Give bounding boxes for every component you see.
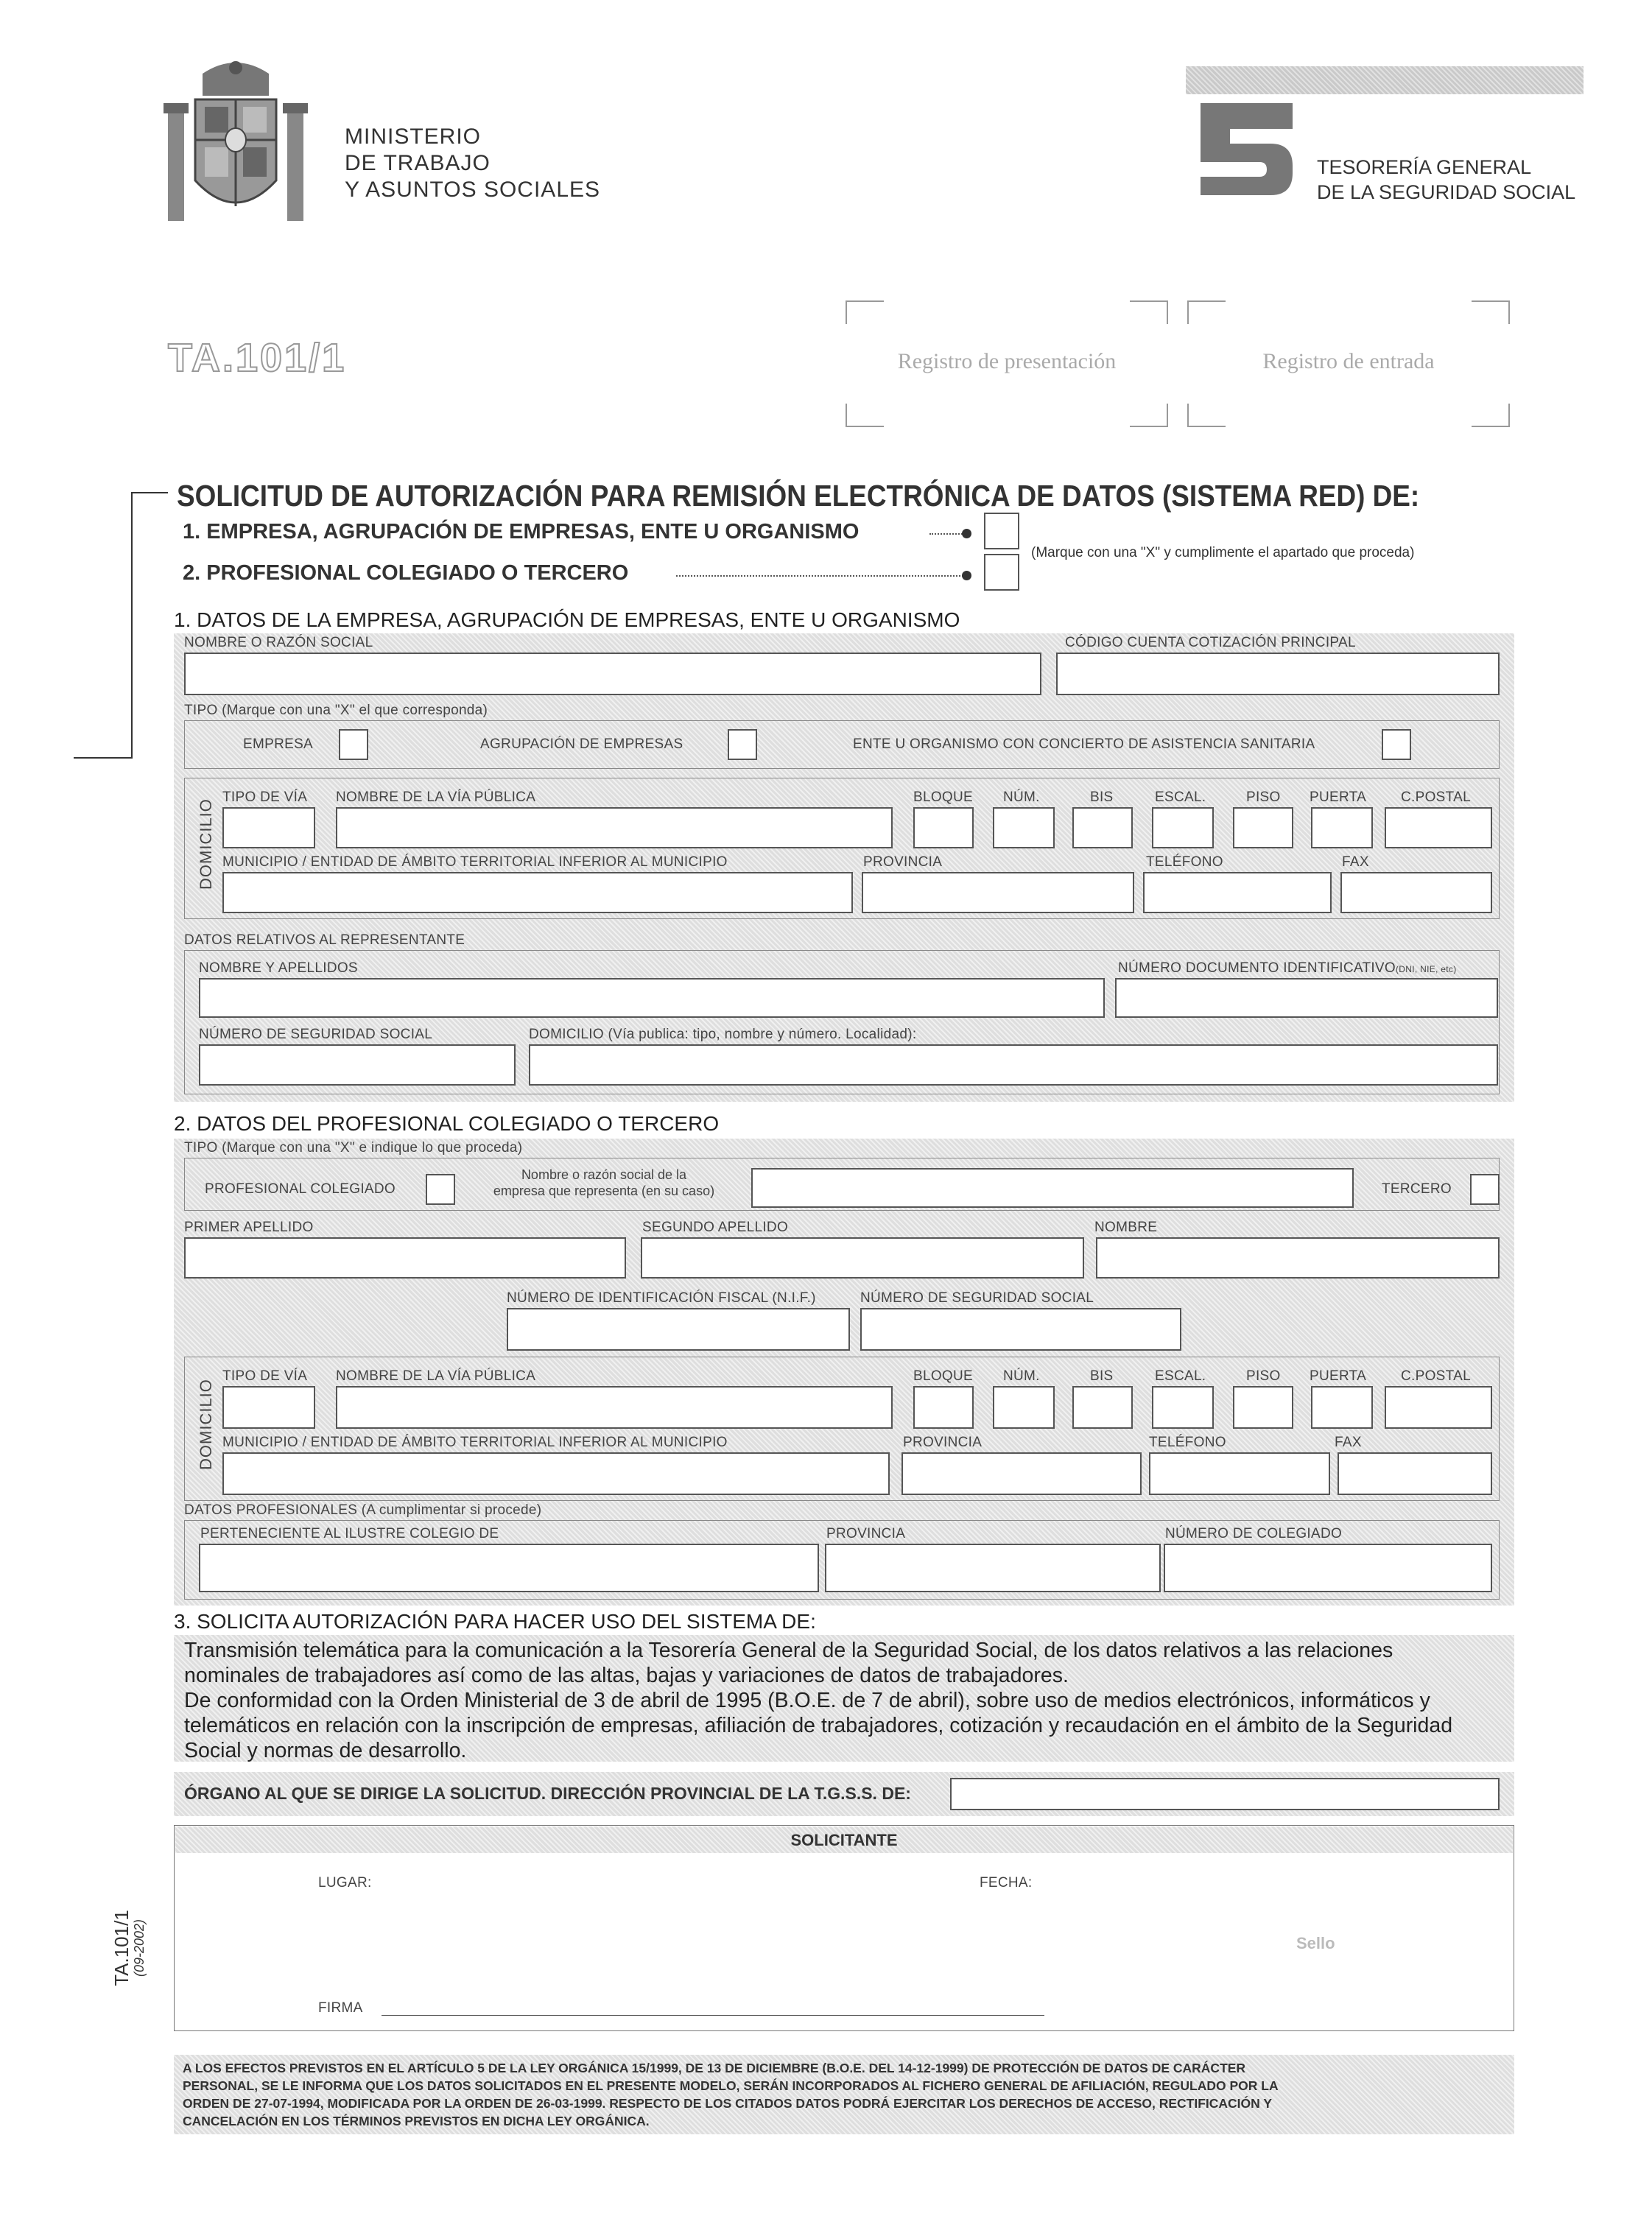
num-colegiado-input[interactable]: [1164, 1544, 1492, 1592]
ministry-line: DE TRABAJO: [345, 151, 491, 175]
ente-checkbox[interactable]: [1382, 729, 1411, 760]
escal-label: ESCAL.: [1155, 1368, 1206, 1384]
option1-checkbox[interactable]: [984, 513, 1019, 549]
bis-input[interactable]: [1072, 1386, 1133, 1429]
piso-input[interactable]: [1233, 1386, 1293, 1429]
section3-line: telemáticos en relación con la inscripción de empresas, afiliación de trabajadores, cotización y recaudación en el ámbito de la Seguridad: [184, 1714, 1453, 1737]
leader-line: [929, 533, 965, 535]
ministry-line: MINISTERIO: [345, 124, 482, 149]
puerta-label: PUERTA: [1310, 790, 1367, 805]
firma-label: FIRMA: [318, 2000, 363, 2016]
bis-label: BIS: [1090, 1368, 1114, 1384]
cpostal-label: C.POSTAL: [1401, 790, 1471, 805]
section3-line: De conformidad con la Orden Ministerial de 3 de abril de 1995 (B.O.E. de 7 de abril), sobre uso de medios electrónicos, informáticos y: [184, 1689, 1430, 1712]
section3-line: Transmisión telemática para la comunicación a la Tesorería General de la Seguridad Social, de los datos relativos a las relaciones: [184, 1639, 1393, 1662]
ministry-line: Y ASUNTOS SOCIALES: [345, 177, 601, 202]
razon-social-input[interactable]: [751, 1168, 1354, 1208]
rep-domicilio-label: DOMICILIO (Vía publica: tipo, nombre y número. Localidad):: [529, 1027, 917, 1042]
nif-input[interactable]: [507, 1308, 850, 1351]
segundo-apellido-input[interactable]: [641, 1237, 1084, 1279]
num-doc-input[interactable]: [1115, 978, 1498, 1018]
telefono-label: TELÉFONO: [1149, 1435, 1226, 1450]
firma-line[interactable]: [382, 2015, 1044, 2016]
municipio-input[interactable]: [222, 872, 853, 913]
rep-nss-label: NÚMERO DE SEGURIDAD SOCIAL: [199, 1027, 433, 1042]
bloque-label: BLOQUE: [913, 790, 973, 805]
bullet-icon: [962, 571, 971, 580]
organo-label: ÓRGANO AL QUE SE DIRIGE LA SOLICITUD. DIRECCIÓN PROVINCIAL DE LA T.G.S.S. DE:: [184, 1784, 911, 1803]
primer-apellido-input[interactable]: [184, 1237, 626, 1279]
footer-line: CANCELACIÓN EN LOS TÉRMINOS PREVISTOS EN DICHA LEY ORGÁNICA.: [183, 2114, 650, 2128]
nombre-via-input[interactable]: [336, 1386, 893, 1429]
tgss-line: TESORERÍA GENERAL: [1317, 156, 1532, 178]
domicilio1-vertical-label: DOMICILIO: [197, 798, 215, 890]
provincia-label: PROVINCIA: [863, 854, 943, 870]
provincia-label: PROVINCIA: [903, 1435, 983, 1450]
section2-title: 2. DATOS DEL PROFESIONAL COLEGIADO O TERCERO: [174, 1112, 720, 1135]
fax-label: FAX: [1342, 854, 1369, 870]
registro-entrada-box: [1187, 300, 1510, 427]
section3-title: 3. SOLICITA AUTORIZACIÓN PARA HACER USO DEL SISTEMA DE:: [174, 1610, 816, 1633]
representante-label: DATOS RELATIVOS AL REPRESENTANTE: [184, 932, 465, 948]
escal-input[interactable]: [1152, 1386, 1214, 1429]
footer-line: A LOS EFECTOS PREVISTOS EN EL ARTÍCULO 5 DE LA LEY ORGÁNICA 15/1999, DE 13 DE DICIEMBRE (B.O.E. DEL 14-12-1999) DE PROTECCIÓN DE DATOS DE CARÁCTER: [183, 2061, 1246, 2075]
nombre2-input[interactable]: [1096, 1237, 1500, 1279]
bis-label: BIS: [1090, 790, 1114, 805]
tgss-name: [1317, 155, 1575, 205]
nombre-razon-input[interactable]: [184, 653, 1041, 695]
bracket-line: [131, 492, 133, 759]
provincia-input[interactable]: [901, 1452, 1142, 1495]
tipo2-label: TIPO (Marque con una "X" e indique lo que proceda): [184, 1140, 523, 1156]
tgss-line: DE LA SEGURIDAD SOCIAL: [1317, 181, 1576, 203]
bloque-label: BLOQUE: [913, 1368, 973, 1384]
lugar-label: LUGAR:: [318, 1875, 372, 1891]
nombre-apellidos-label: NOMBRE Y APELLIDOS: [199, 960, 358, 976]
empresa-label: EMPRESA: [243, 736, 314, 752]
section3-line: nominales de trabajadores así como de las altas, bajas y variaciones de datos de trabajadores.: [184, 1664, 1069, 1687]
profesional-label: PROFESIONAL COLEGIADO: [205, 1181, 396, 1197]
tercero-label: TERCERO: [1382, 1181, 1452, 1197]
bloque-input[interactable]: [913, 1386, 974, 1429]
agrupacion-label: AGRUPACIÓN DE EMPRESAS: [480, 736, 683, 752]
nombre-via-input[interactable]: [336, 807, 893, 848]
form-title: SOLICITUD DE AUTORIZACIÓN PARA REMISIÓN ELECTRÓNICA DE DATOS (SISTEMA RED) DE:: [177, 479, 1420, 513]
escal-input[interactable]: [1152, 807, 1214, 848]
segundo-apellido-label: SEGUNDO APELLIDO: [642, 1220, 789, 1235]
municipio-input[interactable]: [222, 1452, 890, 1495]
side-code-text: TA.101/1: [110, 1910, 133, 1986]
bloque-input[interactable]: [913, 807, 974, 848]
fax-input[interactable]: [1338, 1452, 1492, 1495]
leader-line: [676, 575, 963, 577]
telefono-label: TELÉFONO: [1146, 854, 1223, 870]
coat-of-arms-icon: [162, 59, 309, 225]
sello-label: Sello: [1296, 1934, 1335, 1952]
bis-input[interactable]: [1072, 807, 1133, 848]
tipo-via-label: TIPO DE VÍA: [222, 1368, 308, 1384]
solicitante-title: SOLICITANTE: [790, 1831, 898, 1849]
codigo-cuenta-label: CÓDIGO CUENTA COTIZACIÓN PRINCIPAL: [1065, 635, 1356, 650]
fax-label: FAX: [1335, 1435, 1362, 1450]
fecha-label: FECHA:: [980, 1875, 1033, 1891]
num-colegiado-label: NÚMERO DE COLEGIADO: [1165, 1526, 1343, 1541]
colegio-provincia-label: PROVINCIA: [826, 1526, 906, 1541]
tipo-label: TIPO (Marque con una "X" el que corresponda): [184, 703, 488, 718]
option-note: (Marque con una "X" y cumplimente el apartado que proceda): [1031, 545, 1415, 560]
bullet-icon: [962, 529, 971, 538]
domicilio2-vertical-label: DOMICILIO: [197, 1379, 215, 1470]
colegio-input[interactable]: [199, 1544, 819, 1592]
piso-label: PISO: [1246, 1368, 1281, 1384]
rep-domicilio-input[interactable]: [529, 1044, 1498, 1086]
option1-label: 1. EMPRESA, AGRUPACIÓN DE EMPRESAS, ENTE U ORGANISMO: [183, 520, 860, 544]
num-input[interactable]: [993, 1386, 1055, 1429]
empresa-checkbox[interactable]: [339, 729, 368, 760]
form-code: TA.101/1: [168, 336, 347, 380]
datos-prof-label: DATOS PROFESIONALES (A cumplimentar si procede): [184, 1502, 542, 1518]
num-doc-note: (DNI, NIE, etc): [1396, 964, 1457, 974]
num-doc-text: NÚMERO DOCUMENTO IDENTIFICATIVO: [1118, 960, 1396, 976]
side-date-text: (09-2002): [132, 1919, 147, 1977]
num-label: NÚM.: [1003, 1368, 1040, 1384]
piso-input[interactable]: [1233, 807, 1293, 848]
bracket-line: [131, 492, 168, 493]
nombre-via-label: NOMBRE DE LA VÍA PÚBLICA: [336, 1368, 536, 1384]
cpostal-input[interactable]: [1385, 1386, 1492, 1429]
colegio-label: PERTENECIENTE AL ILUSTRE COLEGIO DE: [200, 1526, 499, 1541]
num-label: NÚM.: [1003, 790, 1040, 805]
footer-line: PERSONAL, SE LE INFORMA QUE LOS DATOS SOLICITADOS EN EL PRESENTE MODELO, SERÁN INCORPORADOS AL FICHERO GENERAL DE AFILIACIÓN, REGULADO POR LA: [183, 2078, 1279, 2093]
tipo-via-input[interactable]: [222, 1386, 315, 1429]
razon-line: Nombre o razón social de la: [521, 1167, 687, 1182]
footer-line: ORDEN DE 27-07-1994, MODIFICADA POR LA ORDEN DE 26-03-1999. RESPECTO DE LOS CITADOS DATOS PODRÁ EJERCITAR LOS DERECHOS DE ACCESO, RECTIFICACIÓN Y: [183, 2096, 1273, 2111]
organo-input[interactable]: [950, 1778, 1500, 1810]
section3-body: [184, 1638, 1505, 1763]
tgss-logo-icon: [1201, 103, 1293, 195]
agrupacion-checkbox[interactable]: [728, 729, 757, 760]
primer-apellido-label: PRIMER APELLIDO: [184, 1220, 314, 1235]
municipio-label: MUNICIPIO / ENTIDAD DE ÁMBITO TERRITORIAL INFERIOR AL MUNICIPIO: [222, 854, 728, 870]
codigo-cuenta-input[interactable]: [1056, 653, 1500, 695]
tercero-checkbox[interactable]: [1470, 1174, 1500, 1205]
razon-social-label: [464, 1167, 744, 1199]
option2-checkbox[interactable]: [984, 554, 1019, 591]
registro-presentacion-label: Registro de presentación: [897, 349, 1117, 373]
piso-label: PISO: [1246, 790, 1281, 805]
side-code: [110, 1904, 150, 1992]
fax-input[interactable]: [1340, 872, 1492, 913]
nombre-apellidos-input[interactable]: [199, 978, 1105, 1018]
num-doc-label: [1118, 960, 1457, 977]
rep-nss-input[interactable]: [199, 1044, 516, 1086]
bracket-line: [74, 757, 133, 759]
razon-line: empresa que representa (en su caso): [493, 1184, 715, 1198]
registro-entrada-label: Registro de entrada: [1262, 349, 1435, 373]
header-bar: [1186, 66, 1584, 94]
ente-label: ENTE U ORGANISMO CON CONCIERTO DE ASISTENCIA SANITARIA: [853, 736, 1315, 752]
cpostal-label: C.POSTAL: [1401, 1368, 1471, 1384]
nss2-label: NÚMERO DE SEGURIDAD SOCIAL: [860, 1290, 1094, 1306]
section1-title: 1. DATOS DE LA EMPRESA, AGRUPACIÓN DE EMPRESAS, ENTE U ORGANISMO: [174, 608, 960, 631]
nombre-razon-label: NOMBRE O RAZÓN SOCIAL: [184, 635, 373, 650]
tipo-via-label: TIPO DE VÍA: [222, 790, 308, 805]
tipo-via-input[interactable]: [222, 807, 315, 848]
cpostal-input[interactable]: [1385, 807, 1492, 848]
footer-text: [183, 2059, 1508, 2130]
solicitante-panel: [174, 1825, 1514, 2031]
telefono-input[interactable]: [1143, 872, 1332, 913]
option2-label: 2. PROFESIONAL COLEGIADO O TERCERO: [183, 561, 629, 585]
nss2-input[interactable]: [860, 1308, 1181, 1351]
registro-presentacion-box: [846, 300, 1168, 427]
puerta-input[interactable]: [1311, 807, 1373, 848]
provincia-input[interactable]: [862, 872, 1134, 913]
escal-label: ESCAL.: [1155, 790, 1206, 805]
puerta-label: PUERTA: [1310, 1368, 1367, 1384]
puerta-input[interactable]: [1311, 1386, 1373, 1429]
nombre-via-label: NOMBRE DE LA VÍA PÚBLICA: [336, 790, 536, 805]
profesional-checkbox[interactable]: [426, 1174, 455, 1205]
num-input[interactable]: [993, 807, 1055, 848]
telefono-input[interactable]: [1149, 1452, 1330, 1495]
ministry-name: [345, 124, 600, 203]
colegio-provincia-input[interactable]: [825, 1544, 1161, 1592]
nif-label: NÚMERO DE IDENTIFICACIÓN FISCAL (N.I.F.): [507, 1290, 816, 1306]
section3-line: Social y normas de desarrollo.: [184, 1739, 467, 1762]
nombre2-label: NOMBRE: [1094, 1220, 1158, 1235]
municipio-label: MUNICIPIO / ENTIDAD DE ÁMBITO TERRITORIAL INFERIOR AL MUNICIPIO: [222, 1435, 728, 1450]
